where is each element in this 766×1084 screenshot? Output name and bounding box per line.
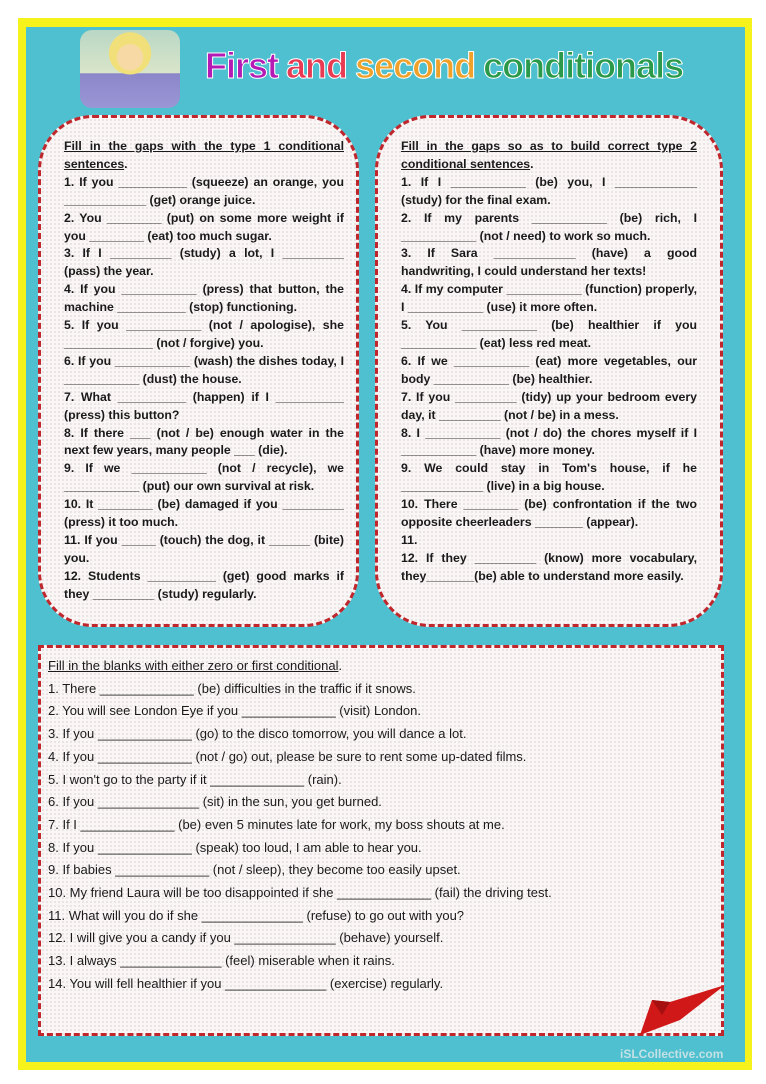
exercise-item: 11. What will you do if she ______________ (refuse) to go out with you?	[48, 907, 465, 923]
exercise-item: 11. If you _____ (touch) the dog, it ______ (bite) you.	[64, 532, 344, 565]
exercise-item: 10. My friend Laura will be too disappointed if she _____________ (fail) the driving test.	[48, 885, 552, 901]
exercise-item: 2. If my parents ___________ (be) rich, I ___________ (not / need) to work so much.	[401, 210, 697, 243]
exercise-item: 1. If I ___________ (be) you, I ____________ (study) for the final exam.	[401, 174, 697, 207]
zero-first-heading: Fill in the blanks with either zero or first conditional	[48, 658, 339, 673]
exercise-item: 7. What __________ (happen) if I __________ (press) this button?	[64, 389, 344, 422]
exercise-item: 9. We could stay in Tom's house, if he ____________ (live) in a big house.	[401, 461, 697, 494]
watermark: iSLCollective.com	[620, 1047, 724, 1061]
exercise-item: 5. I won't go to the party if it _____________ (rain).	[48, 771, 342, 787]
worksheet-title	[205, 28, 735, 103]
exercise-item: 8. If you _____________ (speak) too loud, I am able to hear you.	[48, 839, 422, 855]
type1-exercise: Fill in the gaps with the type 1 conditional sentences. 1. If you __________ (squeeze) an orange, you ____________ (get) orange juice. 2. You ________ (put) on some more weight if you ________ (eat) too much sugar. 3. If I _________ (study) a lot, I _________ (pass) the year. 4. If you ___________ (press) that button, the machine __________ (stop) functioning. 5. If you ___________ (not / apologise), she _____________ (not / forgive) you. 6. If you ___________ (wash) the dishes today, I ___________ (dust) the house. 7. What __________ (happen) if I __________ (press) this button? 8. If there ___ (not / be) enough water in the next few years, many people ___ (die). 9. If we ___________ (not / recycle), we ___________ (put) our own survival at risk. 10. It ________ (be) damaged if you _________ (press) it too much. 11. If you _____ (touch) the dog, it ______ (bite) you. 12. Students __________ (get) good marks if they _________ (study) regularly.	[64, 138, 344, 604]
exercise-item: 7. If I _____________ (be) even 5 minutes late for work, my boss shouts at me.	[48, 816, 505, 832]
exercise-item: 2. You ________ (put) on some more weight if you ________ (eat) too much sugar.	[64, 210, 344, 243]
exercise-item: 10. There ________ (be) confrontation if the two opposite cheerleaders _______ (appear).	[401, 497, 697, 530]
exercise-item: 14. You will fell healthier if you ______________ (exercise) regularly.	[48, 975, 444, 991]
title-word: second	[355, 45, 476, 86]
exercise-item: 4. If you _____________ (not / go) out, please be sure to rent some up-dated films.	[48, 748, 527, 764]
type2-exercise: Fill in the gaps so as to build correct type 2 conditional sentences. 1. If I ___________ (be) you, I ____________ (study) for the final exam. 2. If my parents ___________ (be) rich, I ___________ (not / need) to work so much. 3. If Sara ____________ (have) a good handwriting, I could understand her texts! 4. If my computer ___________ (function) properly, I ___________ (use) it more often. 5. You ___________ (be) healthier if you ___________ (eat) less red meat. 6. If we ___________ (eat) more vegetables, our body ___________ (be) healthier. 7. If you _________ (tidy) up your bedroom every day, it _________ (not / be) in a mess. 8. I ___________ (not / do) the chores myself if I ___________ (have) more money. 9. We could stay in Tom's house, if he ____________ (live) in a big house. 10. There ________ (be) confrontation if the two opposite cheerleaders _______ (appear). 11. 12. If they _________ (know) more vocabulary, they_______(be) able to understand more easily.	[401, 138, 697, 586]
exercise-item: 2. You will see London Eye if you _____________ (visit) London.	[48, 703, 421, 719]
type2-heading: Fill in the gaps so as to build correct type 2 conditional sentences	[401, 139, 697, 171]
exercise-item: 13. I always ______________ (feel) miserable when it rains.	[48, 953, 395, 969]
title-word: conditionals	[483, 45, 684, 86]
exercise-item: 8. If there ___ (not / be) enough water in the next few years, many people ___ (die).	[64, 425, 344, 458]
exercise-item: 8. I ___________ (not / do) the chores myself if I ___________ (have) more money.	[401, 425, 697, 458]
exercise-item: 1. There _____________ (be) difficulties in the traffic if it snows.	[48, 680, 416, 696]
exercise-item: 12. If they _________ (know) more vocabulary, they_______(be) able to understand more easily.	[401, 550, 697, 583]
exercise-item: 6. If we ___________ (eat) more vegetables, our body ___________ (be) healthier.	[401, 353, 697, 386]
page-curl-icon	[640, 980, 730, 1040]
exercise-item: 3. If Sara ____________ (have) a good handwriting, I could understand her texts!	[401, 246, 697, 279]
exercise-item: 9. If babies _____________ (not / sleep), they become too easily upset.	[48, 862, 461, 878]
title-word: and	[286, 45, 348, 86]
exercise-item: 6. If you ___________ (wash) the dishes today, I ___________ (dust) the house.	[64, 353, 344, 386]
exercise-item: 4. If you ___________ (press) that button, the machine __________ (stop) functioning.	[64, 282, 344, 315]
exercise-item: 7. If you _________ (tidy) up your bedroom every day, it _________ (not / be) in a mess.	[401, 389, 697, 422]
exercise-item: 12. Students __________ (get) good marks if they _________ (study) regularly.	[64, 568, 344, 601]
exercise-item: 12. I will give you a candy if you ______________ (behave) yourself.	[48, 930, 444, 946]
exercise-item: 5. If you ___________ (not / apologise), she _____________ (not / forgive) you.	[64, 318, 344, 350]
girl-reading-illustration	[80, 30, 180, 108]
exercise-item: 6. If you ______________ (sit) in the sun, you get burned.	[48, 794, 382, 810]
exercise-item: 10. It ________ (be) damaged if you _________ (press) it too much.	[64, 497, 344, 530]
exercise-item: 4. If my computer ___________ (function) properly, I ___________ (use) it more often.	[401, 282, 697, 315]
exercise-item: 11.	[401, 532, 418, 547]
exercise-item: 9. If we ___________ (not / recycle), we ___________ (put) our own survival at risk.	[64, 461, 344, 494]
exercise-item: 3. If you _____________ (go) to the disco tomorrow, you will dance a lot.	[48, 726, 467, 742]
title-word: First	[205, 45, 279, 86]
exercise-item: 5. You ___________ (be) healthier if you ___________ (eat) less red meat.	[401, 318, 697, 350]
exercise-item: 1. If you __________ (squeeze) an orange, you ____________ (get) orange juice.	[64, 174, 344, 207]
zero-first-exercise: Fill in the blanks with either zero or first conditional. 1. There _____________ (be) difficulties in the traffic if it snows. 2. You will see London Eye if you _____________ (visit) London. 3. If you _____________ (go) to the disco tomorrow, you will dance a lot. 4. If you _____________ (not / go) out, please be sure to rent some up-dated films. 5. I won't go to the party if it _____________ (rain). 6. If you ______________ (sit) in the sun, you get burned. 7. If I _____________ (be) even 5 minutes late for work, my boss shouts at me. 8. If you _____________ (speak) too loud, I am able to hear you. 9. If babies _____________ (not / sleep), they become too easily upset. 10. My friend Laura will be too disappointed if she _____________ (fail) the driving test. 11. What will you do if she ______________ (refuse) to go out with you? 12. I will give you a candy if you ______________ (behave) yourself. 13. I always ______________ (feel) miserable when it rains. 14. You will fell healthier if you ______________ (exercise) regularly.	[48, 655, 708, 996]
exercise-item: 3. If I _________ (study) a lot, I _________ (pass) the year.	[64, 246, 344, 279]
type1-heading: Fill in the gaps with the type 1 conditional sentences	[64, 139, 344, 171]
